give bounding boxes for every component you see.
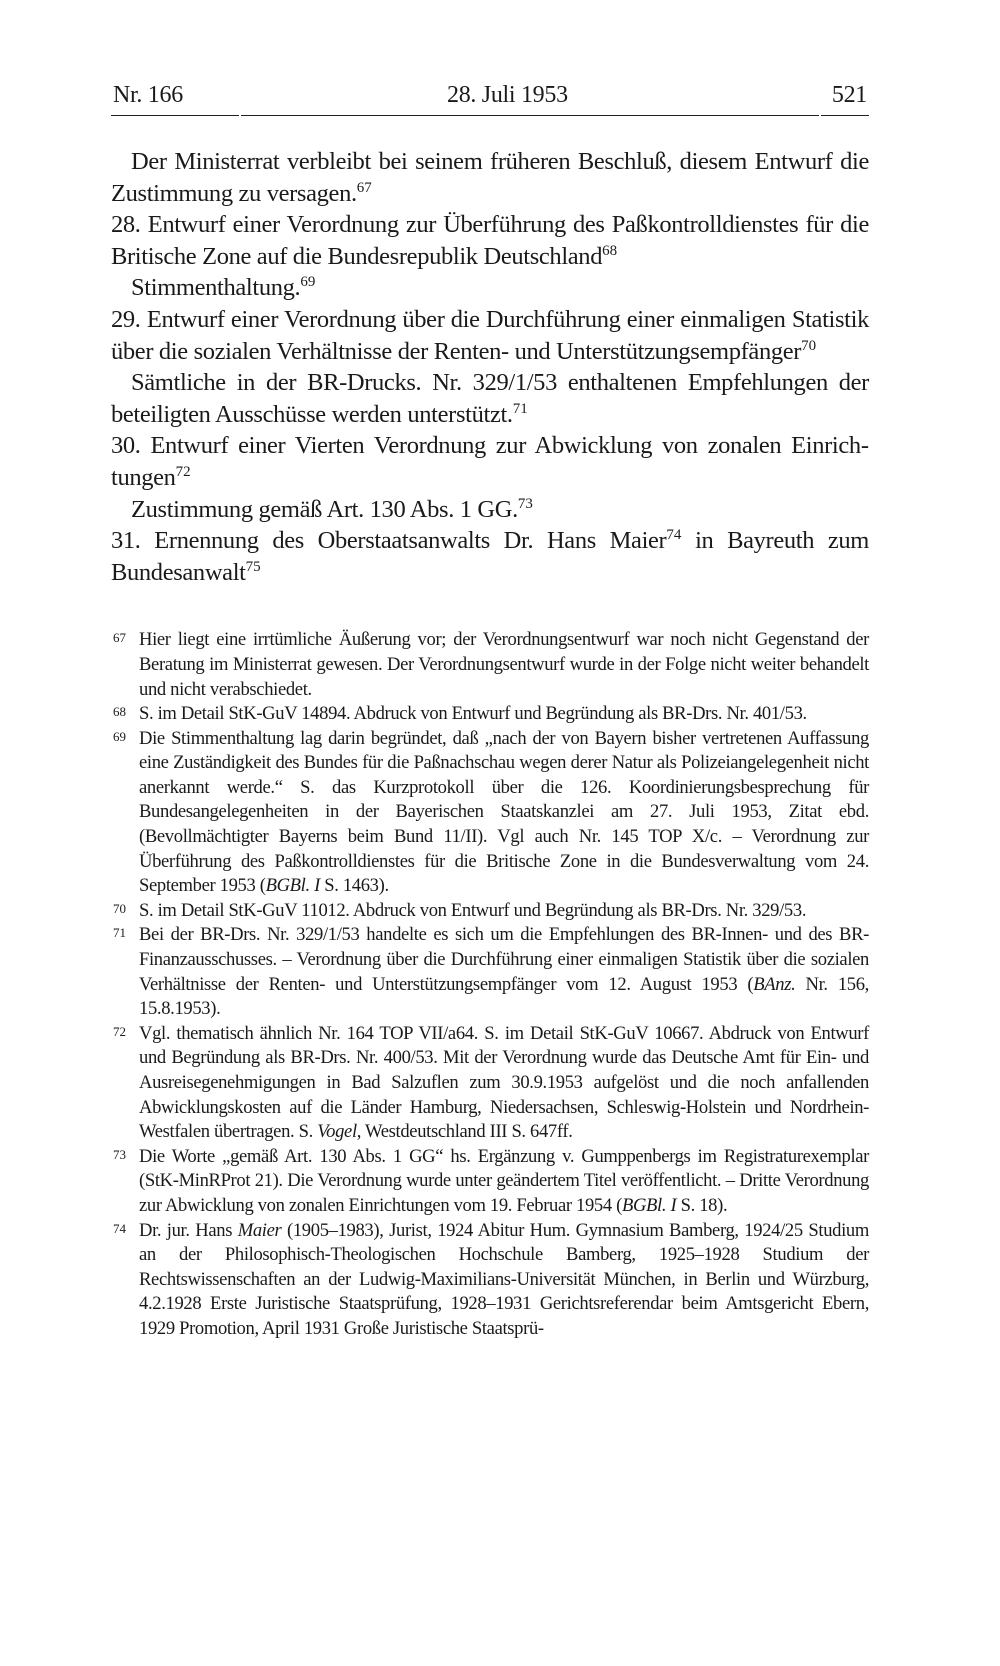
footnote-ref[interactable]: 72	[175, 463, 191, 480]
header-rule	[111, 115, 869, 116]
footnote-italic-text: BGBl. I	[621, 1194, 677, 1216]
footnote-ref[interactable]: 69	[300, 274, 316, 291]
footnote-text-part: Die Stimmenthaltung lag darin begründet, daß „nach der von Bayern bisher vertretenen Auffassung eine Zuständigkeit des Bundes für die Paßnachschau wegen derer Natur als Polizeiangelegenheit nicht anerkannt werde.“ S. das Kurzprotokoll über die 126. Koordinierungsbesprechung für Bundesangelegenheiten in der Bayerischen Staatskanzlei am 27. Juli 1953, Zitat ebd. (Bevollmächtigter Bayerns beim Bund 11/II). Vgl auch Nr. 145 TOP X/c. – Verordnung zur Überführung des Paßkontrolldienstes für die Britische Zone in die Bundesverwaltung vom 24. September 1953 (	[139, 727, 869, 897]
decision-30: Zustimmung gemäß Art. 130 Abs. 1 GG.$^{73}$	[131, 495, 533, 523]
footnote-text	[139, 727, 869, 899]
footnote-text	[139, 1219, 869, 1342]
footnote-text-part: S. im Detail StK-GuV 14894. Abdruck von Entwurf und Begründung als BR-Drs. Nr. 401/53.	[139, 703, 807, 725]
footnote-text-part: S. 18).	[676, 1194, 728, 1216]
footnote-text	[139, 628, 869, 702]
footnote-69	[111, 727, 869, 899]
footnote-number: 70	[113, 900, 126, 916]
footnote-text-part: Dr. jur. Hans	[139, 1219, 238, 1241]
footnote-74	[111, 1219, 869, 1342]
agenda-item-29: 29. Entwurf einer Verordnung über die Durchführung einer einmaligen Statistik über die sozialen Verhältnisse der Renten- und Unterstützungsempfänger$^{70}$	[111, 305, 869, 365]
header-rule-right	[821, 115, 869, 116]
footnote-text-part: S. im Detail StK-GuV 11012. Abdruck von Entwurf und Begründung als BR-Drs. Nr. 329/53.	[139, 899, 807, 921]
footnote-number: 68	[113, 704, 126, 720]
session-date: 28. Juli 1953	[447, 82, 568, 108]
body-text	[111, 146, 869, 588]
footnote-italic-text: BAnz.	[753, 973, 796, 995]
footnote-ref[interactable]: 67	[356, 179, 372, 196]
footnote-text-part: Bei der BR-Drs. Nr. 329/1/53 handelte es sich um die Empfehlungen des BR-Innen- und des BR-Finanzausschusses. – Verordnung über die Durchführung einer einmaligen Statistik über die sozialen Verhältnisse der Renten- und Unterstützungsempfänger vom 12. August 1953 (	[139, 924, 869, 995]
footnote-73	[111, 1145, 869, 1219]
footnote-italic-text: BGBl. I	[265, 875, 320, 897]
agenda-item-31: 31. Ernennung des Oberstaatsanwalts Dr. Hans Maier$^{74}$ in Bayreuth zum Bundesanwalt$^{75}$	[111, 527, 869, 586]
footnote-text-part: Die Worte „gemäß Art. 130 Abs. 1 GG“ hs. Ergänzung v. Gumppenbergs im Registraturexemplar (StK-MinRProt 21). Die Verordnung wurde unter geändertem Titel veröffentlicht. – Dritte Verordnung zur Abwicklung von zonalen Einrichtungen vom 19. Februar 1954 (	[139, 1145, 869, 1216]
footnote-67	[111, 628, 869, 702]
footnote-ref[interactable]: 70	[801, 337, 817, 354]
page-number: 521	[831, 82, 867, 108]
footnote-text	[139, 702, 869, 727]
footnote-ref[interactable]: 73	[517, 495, 533, 512]
document-page	[111, 80, 869, 1342]
footnote-text	[139, 1022, 869, 1145]
footnote-ref[interactable]: 68	[602, 242, 618, 259]
footnote-italic-text: Maier	[237, 1219, 282, 1241]
body-paragraph: Der Ministerrat verbleibt bei seinem früheren Beschluß, diesem Entwurf die Zustimmung zu versagen.$^{67}$	[111, 148, 869, 207]
footnote-number: 69	[113, 728, 126, 744]
footnote-number: 72	[113, 1023, 126, 1039]
decision-29: Sämtliche in der BR-Drucks. Nr. 329/1/53 enthaltenen Empfehlungen der beteiligten Ausschüsse werden unterstützt.$^{71}$	[111, 369, 869, 428]
footnote-text	[139, 899, 869, 924]
decision-28: Stimmenthaltung.$^{69}$	[131, 274, 316, 302]
header-rule-center	[241, 115, 819, 116]
footnote-number: 71	[113, 925, 126, 941]
footnote-ref[interactable]: 74	[666, 527, 682, 544]
footnote-text-part: , Westdeutschland III S. 647ff.	[356, 1121, 573, 1143]
footnote-text-part: Nr. 156, 15.8.1953).	[139, 973, 869, 1020]
footnote-text	[139, 1145, 869, 1219]
footnote-italic-text: Vogel	[317, 1121, 357, 1143]
header-rule-left	[111, 115, 239, 116]
footnote-text-part: (1905–1983), Jurist, 1924 Abitur Hum. Gymnasium Bamberg, 1924/25 Studium an der Philosophisch-Theologischen Hochschule Bamberg, 1925–1928 Studium der Rechtswissenschaften an der Ludwig-Maximilians-Universität München, in Berlin und Würzburg, 4.2.1928 Erste Juristische Staatsprüfung, 1928–1931 Gerichtsreferendar beim Amtsgericht Ebern, 1929 Promotion, April 1931 Große Juristische Staatsprü-	[139, 1219, 869, 1339]
footnote-text-part: Vgl. thematisch ähnlich Nr. 164 TOP VII/a64. S. im Detail StK-GuV 10667. Abdruck von Entwurf und Begründung als BR-Drs. Nr. 400/53. Mit der Verordnung wurde das Deutsche Amt für Ein- und Ausreisegenehmigungen in Bad Salzuflen zum 30.9.1953 aufgelöst und die noch anfallenden Abwicklungskosten auf die Länder Hamburg, Niedersachsen, Schleswig-Holstein und Nordrhein-Westfalen übertragen. S.	[139, 1022, 869, 1143]
footnote-68	[111, 702, 869, 727]
footnote-ref[interactable]: 71	[512, 400, 528, 417]
footnote-number: 73	[113, 1146, 126, 1162]
footnote-71	[111, 923, 869, 1021]
footnotes-section	[111, 628, 869, 1341]
footnote-text-part: S. 1463).	[319, 875, 389, 897]
footnote-text-part: Hier liegt eine irrtümliche Äußerung vor; der Verordnungsentwurf war noch nicht Gegenstand der Beratung im Ministerrat gewesen. Der Verordnungsentwurf wurde in der Folge nicht weiter behandelt und nicht verabschiedet.	[139, 629, 869, 700]
agenda-item-28: 28. Entwurf einer Verordnung zur Überführung des Paßkontrolldienstes für die Britische Zone auf die Bundesrepublik Deutschland$^{68}$	[111, 211, 869, 270]
footnote-text	[139, 923, 869, 1021]
agenda-item-30: 30. Entwurf einer Vierten Verordnung zur Abwicklung von zonalen Einrichtungen$^{72}$	[111, 432, 869, 491]
footnote-number: 67	[113, 630, 126, 646]
running-head	[111, 80, 869, 110]
footnote-ref[interactable]: 75	[245, 558, 261, 575]
footnote-number: 74	[113, 1220, 126, 1236]
document-number: Nr. 166	[113, 82, 183, 108]
footnote-70	[111, 899, 869, 924]
footnote-72	[111, 1022, 869, 1145]
